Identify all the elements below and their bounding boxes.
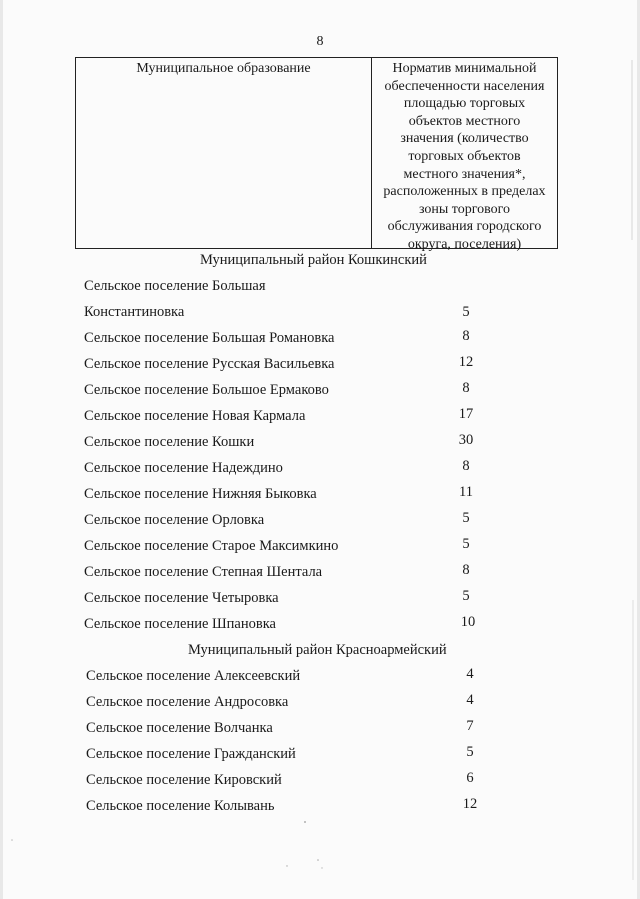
list-item-value: 7 (466, 718, 474, 734)
header-municipality: Муниципальное образование (76, 58, 372, 248)
list-item: Сельское поселение Большая Романовка (84, 330, 335, 346)
list-item: Сельское поселение Большая (84, 278, 266, 294)
list-item-value: 4 (466, 666, 474, 682)
list-item-value: 5 (462, 588, 470, 604)
table-header (75, 57, 558, 252)
list-item: Сельское поселение Алексеевский (86, 668, 301, 684)
list-item: Константиновка (84, 304, 185, 320)
section-title-koshkinsky: Муниципальный район Кошкинский (200, 252, 427, 268)
list-item: Сельское поселение Волчанка (86, 720, 273, 736)
list-item: Сельское поселение Гражданский (86, 746, 296, 762)
list-item-value: 12 (458, 354, 474, 370)
list-item: Сельское поселение Колывань (86, 798, 275, 814)
list-item-value: 5 (462, 304, 470, 320)
list-item-value: 8 (462, 562, 470, 578)
list-item-value: 5 (466, 744, 474, 760)
list-item-value: 8 (462, 328, 470, 344)
list-item: Сельское поселение Нижняя Быковка (84, 486, 317, 502)
list-item: Сельское поселение Надеждино (84, 460, 283, 476)
list-item: Сельское поселение Степная Шентала (84, 564, 323, 580)
header-norm: Норматив минимальной обеспеченности населения площадью торговых объектов местного значения (количество торговых объектов местного значения*, расположенных в пределах зоны торгового обслуживания городского округа, поселения) (383, 61, 546, 252)
list-item-value: 12 (462, 796, 478, 812)
list-item: Сельское поселение Шпановка (84, 616, 276, 632)
list-item-value: 11 (459, 484, 473, 500)
list-item-value: 6 (466, 770, 474, 786)
list-item: Сельское поселение Русская Васильевка (84, 356, 335, 372)
list-item: Сельское поселение Кировский (86, 772, 282, 788)
list-item: Сельское поселение Орловка (84, 512, 265, 528)
list-item-value: 8 (462, 458, 470, 474)
list-item: Сельское поселение Четыровка (84, 590, 279, 606)
list-item-value: 5 (462, 536, 470, 552)
list-item-value: 8 (462, 380, 470, 396)
list-item-value: 5 (462, 510, 470, 526)
list-item-value: 30 (458, 432, 474, 448)
section-title-krasnoarmeysky: Муниципальный район Красноармейский (188, 642, 447, 658)
list-item: Сельское поселение Новая Кармала (84, 408, 306, 424)
list-item-value: 4 (466, 692, 474, 708)
page-number: 8 (316, 34, 324, 49)
list-item: Сельское поселение Андросовка (86, 694, 289, 710)
list-item: Сельское поселение Кошки (84, 434, 255, 450)
list-item-value: 10 (460, 614, 476, 630)
list-item: Сельское поселение Старое Максимкино (84, 538, 339, 554)
list-item-value: 17 (458, 406, 474, 422)
list-item: Сельское поселение Большое Ермаково (84, 382, 329, 398)
